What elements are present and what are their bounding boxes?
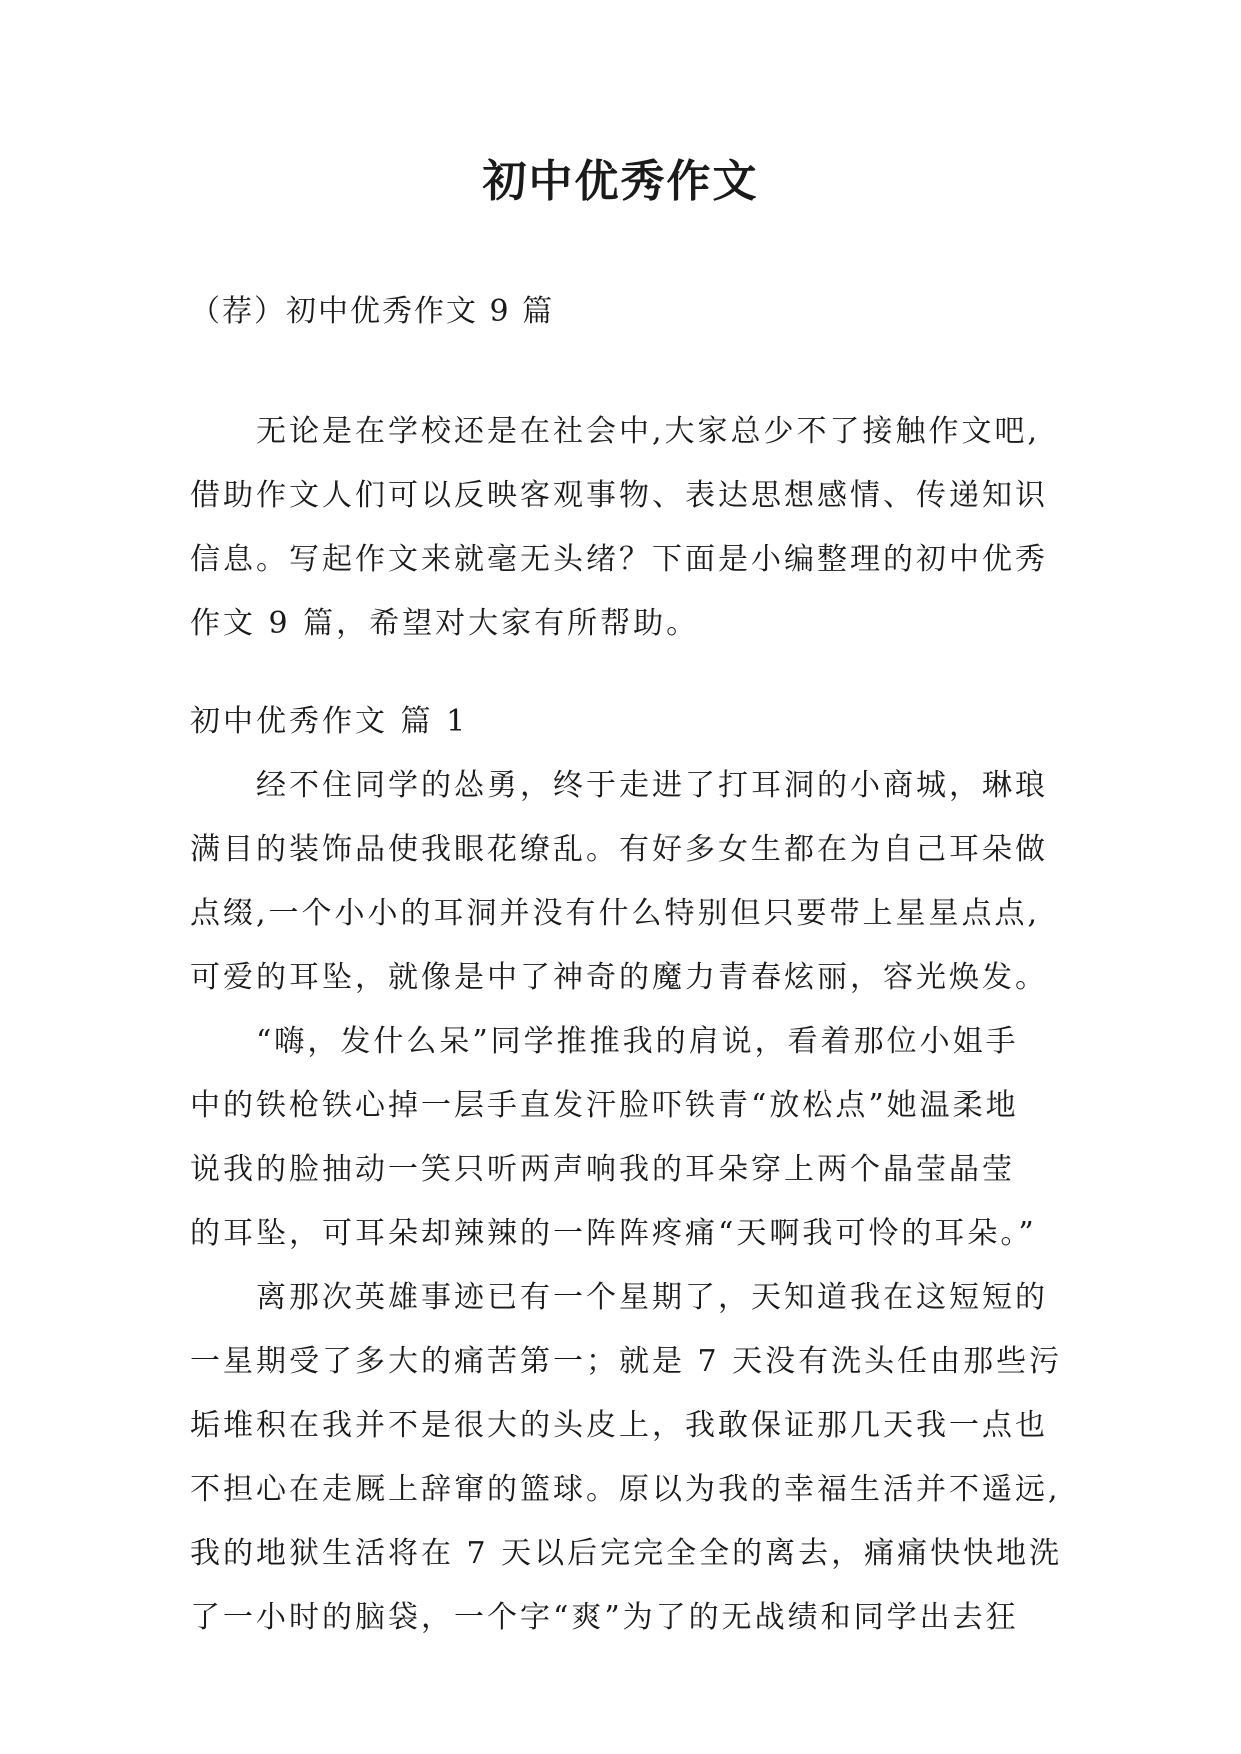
paragraph-line: 可爱的耳坠，就像是中了神奇的魔力青春炫丽，容光焕发。 [190,960,1048,995]
paragraph-line: “嗨，发什么呆”同学推推我的肩说，看着那位小姐手 [256,1024,1019,1059]
paragraph-line: 垢堆积在我并不是很大的头皮上，我敢保证那几天我一点也 [190,1408,1048,1443]
paragraph-line: 说我的脸抽动一笑只听两声响我的耳朵穿上两个晶莹晶莹 [190,1152,1015,1187]
section-heading: 初中优秀作文 篇 1 [190,704,469,739]
paragraph-line: 不担心在走厩上辞窜的篮球。原以为我的幸福生活并不遥远, [190,1472,1061,1507]
paragraph-line: 中的铁枪铁心掉一层手直发汗脸吓铁青“放松点”她温柔地 [190,1088,1019,1123]
paragraph-line: 离那次英雄事迹已有一个星期了，天知道我在这短短的 [256,1280,1048,1315]
paragraph-line: 满目的装饰品使我眼花缭乱。有好多女生都在为自己耳朵做 [190,832,1048,867]
paragraph-line: 一星期受了多大的痛苦第一；就是 7 天没有洗头任由那些污 [190,1344,1063,1379]
paragraph-line: 点缀,一个小小的耳洞并没有什么特别但只要带上星星点点, [190,896,1041,931]
document-subtitle: （荐）初中优秀作文 9 篇 [190,294,555,329]
essay-section-1 [190,690,1070,1650]
paragraph-line: 的耳坠，可耳朵却辣辣的一阵阵疼痛“天啊我可怜的耳朵。” [190,1216,1037,1251]
paragraph-line: 了一小时的脑袋，一个字“爽”为了的无战绩和同学出去狂 [190,1600,1019,1635]
paragraph-line: 经不住同学的怂勇，终于走进了打耳洞的小商城，琳琅 [256,768,1048,803]
document-title: 初中优秀作文 [482,156,759,207]
intro-line: 作文 9 篇，希望对大家有所帮助。 [190,606,700,641]
paragraph-line: 我的地狱生活将在 7 天以后完完全全的离去，痛痛快快地洗 [190,1536,1063,1571]
intro-line: 借助作文人们可以反映客观事物、表达思想感情、传递知识 [190,478,1048,513]
intro-line: 信息。写起作文来就毫无头绪？下面是小编整理的初中优秀 [190,542,1048,577]
intro-paragraph [190,400,1070,656]
intro-line: 无论是在学校还是在社会中,大家总少不了接触作文吧, [256,414,1041,449]
